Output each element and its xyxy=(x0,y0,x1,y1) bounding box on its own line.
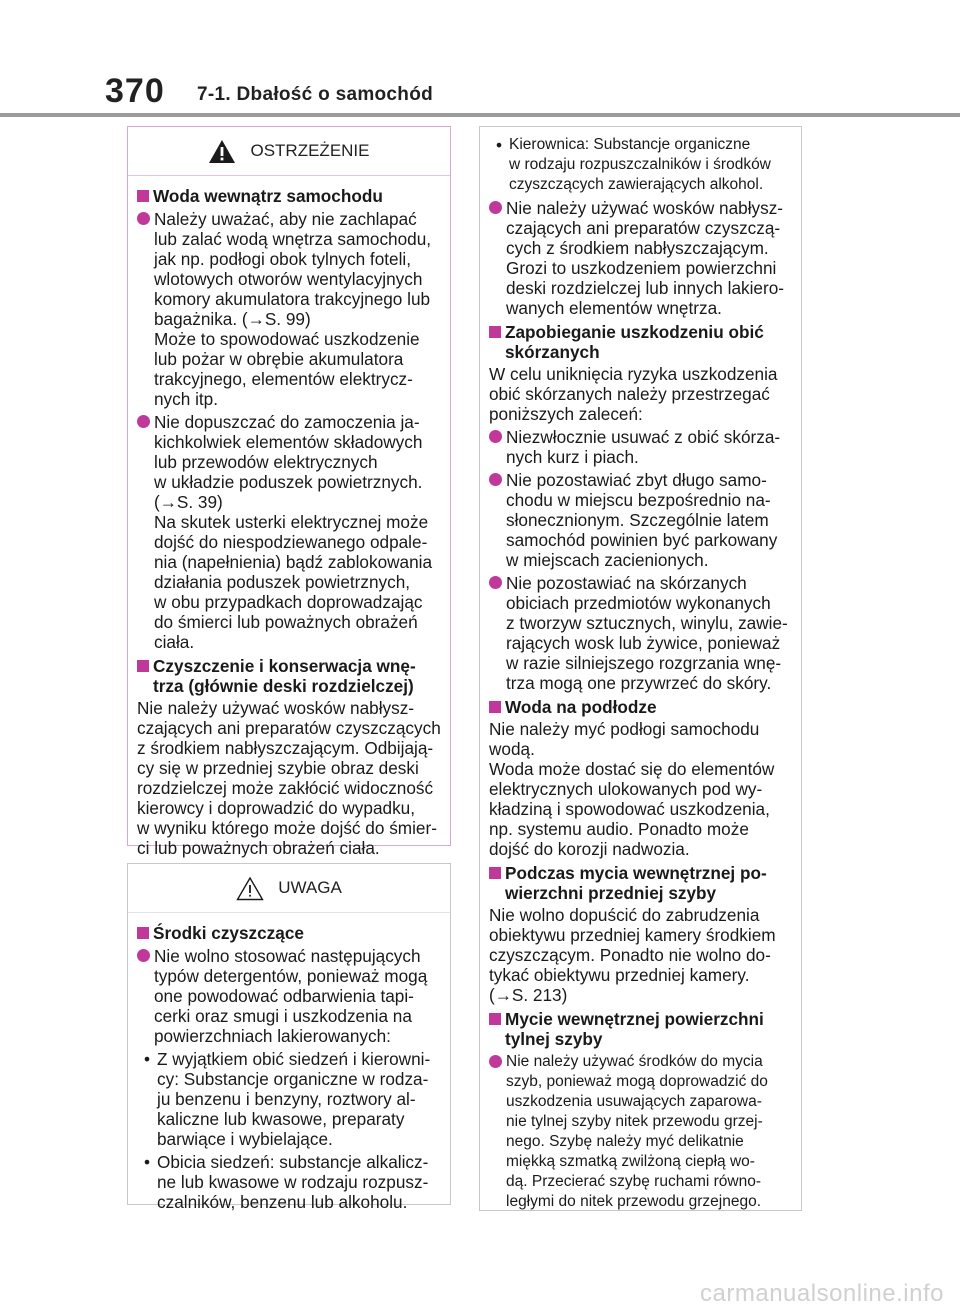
sub-bullet-icon: • xyxy=(143,1049,151,1069)
warning-triangle-icon xyxy=(208,139,236,164)
sub-bullet-icon: • xyxy=(495,135,503,155)
bullet-dot-icon xyxy=(489,473,502,486)
list-item: Należy uważać, aby nie zachlapać lub zalać wodą wnętrza samochodu, jak np. podłogi obok tylnych foteli, wlotowych otworów wentylacyjnych komory akumulatora trakcyjnego lub bagażnika. (→S. 99) Może to spowodować uszkodzenie lub pożar w obrębie akumulatora trakcyjnego, elementów elektrycz- nych itp. xyxy=(137,209,442,409)
square-bullet-icon xyxy=(137,927,149,939)
section-heading: Woda na podłodze xyxy=(489,697,793,717)
sub-list-item: • Kierownica: Substancje organiczne w rodzaju rozpuszczalników i środków czyszczących zawierających alkohol. xyxy=(489,135,793,195)
caution-title: UWAGA xyxy=(278,878,342,897)
list-item: Nie wolno stosować następujących typów detergentów, ponieważ mogą one powodować odbarwienia tapi- cerki oraz smugi i uszkodzenia na powierzchniach lakierowanych: xyxy=(137,946,442,1046)
caution-body xyxy=(128,913,450,1212)
section-heading: Czyszczenie i konserwacja wnę- trza (głównie deski rozdzielczej) xyxy=(137,656,442,696)
paragraph: W celu uniknięcia ryzyka uszkodzenia obić skórzanych należy przestrzegać poniższych zaleceń: xyxy=(489,364,778,424)
watermark: carmanualsonline.info xyxy=(700,1280,944,1307)
continuation-box xyxy=(479,126,802,1211)
sub-list-item: • Z wyjątkiem obić siedzeń i kierowni- cy: Substancje organiczne w rodza- ju benzenu i benzyny, roztwory al- kaliczne lub kwasowe, preparaty barwiące i wybielające. xyxy=(137,1049,442,1149)
sub-bullet-icon: • xyxy=(143,1152,151,1172)
list-item: Niezwłocznie usuwać z obić skórza- nych kurz i piach. xyxy=(489,427,793,467)
section-heading: Woda wewnątrz samochodu xyxy=(137,186,442,206)
section-heading: Mycie wewnętrznej powierzchni tylnej szyby xyxy=(489,1009,793,1049)
paragraph: Nie należy używać wosków nabłysz- czających ani preparatów czyszczących z środkiem nabłyszczającym. Odbijają- cy się w przedniej szybie obraz deski rozdzielczej może zakłócić widoczność kierowcy i doprowadzić do wypadku, w wyniku którego może dojść do śmier- ci lub poważnych obrażeń ciała. xyxy=(137,698,441,858)
chapter-title: 7-1. Dbałość o samochód xyxy=(197,84,434,105)
warning-body xyxy=(128,176,450,858)
list-item: Nie należy używać środków do mycia szyb, ponieważ mogą doprowadzić do uszkodzenia usuwających zaparowa- nie tylnej szyby nitek przewodu grzej- nego. Szybę należy myć delikatnie miękką szmatką zwilżoną ciepłą wo- dą. Przecierać szybę ruchami równo- ległymi do nitek przewodu grzejnego. xyxy=(489,1052,793,1212)
sub-list-item: • Obicia siedzeń: substancje alkalicz- ne lub kwasowe w rodzaju rozpusz- czalników, benzenu lub alkoholu. xyxy=(137,1152,442,1212)
warning-header xyxy=(128,127,450,176)
bullet-dot-icon xyxy=(489,576,502,589)
caution-triangle-icon xyxy=(236,876,264,901)
bullet-dot-icon xyxy=(137,212,150,225)
bullet-dot-icon xyxy=(489,201,502,214)
list-item: Nie dopuszczać do zamoczenia ja- kichkolwiek elementów składowych lub przewodów elektrycznych w układzie poduszek powietrznych. (→S. 39) Na skutek usterki elektrycznej może dojść do niespodziewanego odpale- nia (napełnienia) bądź zablokowania działania poduszek powietrznych, w obu przypadkach doprowadzając do śmierci lub poważnych obrażeń ciała. xyxy=(137,412,442,652)
list-item: Nie pozostawiać zbyt długo samo- chodu w miejscu bezpośrednio na- słonecznionym. Szczególnie latem samochód powinien być parkowany w miejscach zacienionych. xyxy=(489,470,793,570)
section-heading: Podczas mycia wewnętrznej po- wierzchni przedniej szyby xyxy=(489,863,793,903)
caution-header xyxy=(128,864,450,913)
list-item: Nie należy używać wosków nabłysz- czających ani preparatów czyszczą- cych z środkiem nabłyszczającym. Grozi to uszkodzeniem powierzchni deski rozdzielczej lub innych lakiero- wanych elementów wnętrza. xyxy=(489,198,793,318)
list-item: Nie pozostawiać na skórzanych obiciach przedmiotów wykonanych z tworzyw sztucznych, winylu, zawie- rających wosk lub żywice, ponieważ w razie silniejszego rozgrzania wnę- trza mogą one przywrzeć do skóry. xyxy=(489,573,793,693)
bullet-dot-icon xyxy=(137,949,150,962)
square-bullet-icon xyxy=(137,660,149,672)
paragraph: Nie wolno dopuścić do zabrudzenia obiektywu przedniej kamery środkiem czyszczącym. Ponadto nie wolno do- tykać obiektywu przedniej kamery. (→S. 213) xyxy=(489,905,776,1005)
warning-title: OSTRZEŻENIE xyxy=(250,141,370,160)
paragraph: Nie należy myć podłogi samochodu wodą. Woda może dostać się do elementów elektrycznych ulokowanych pod wy- kładziną i spowodować uszkodzenia, np. systemu audio. Ponadto może dojść do korozji nadwozia. xyxy=(489,719,775,859)
continuation-body xyxy=(480,127,801,1212)
header-rule xyxy=(0,113,960,117)
caution-box xyxy=(127,863,451,1212)
page-header xyxy=(0,0,960,115)
bullet-dot-icon xyxy=(489,430,502,443)
square-bullet-icon xyxy=(489,326,501,338)
square-bullet-icon xyxy=(137,190,149,202)
square-bullet-icon xyxy=(489,1013,501,1025)
page-number: 370 xyxy=(105,72,165,110)
warning-box xyxy=(127,126,451,858)
bullet-dot-icon xyxy=(137,415,150,428)
section-heading: Środki czyszczące xyxy=(137,923,442,943)
square-bullet-icon xyxy=(489,701,501,713)
section-heading: Zapobieganie uszkodzeniu obić skórzanych xyxy=(489,322,793,362)
bullet-dot-icon xyxy=(489,1055,502,1068)
square-bullet-icon xyxy=(489,867,501,879)
